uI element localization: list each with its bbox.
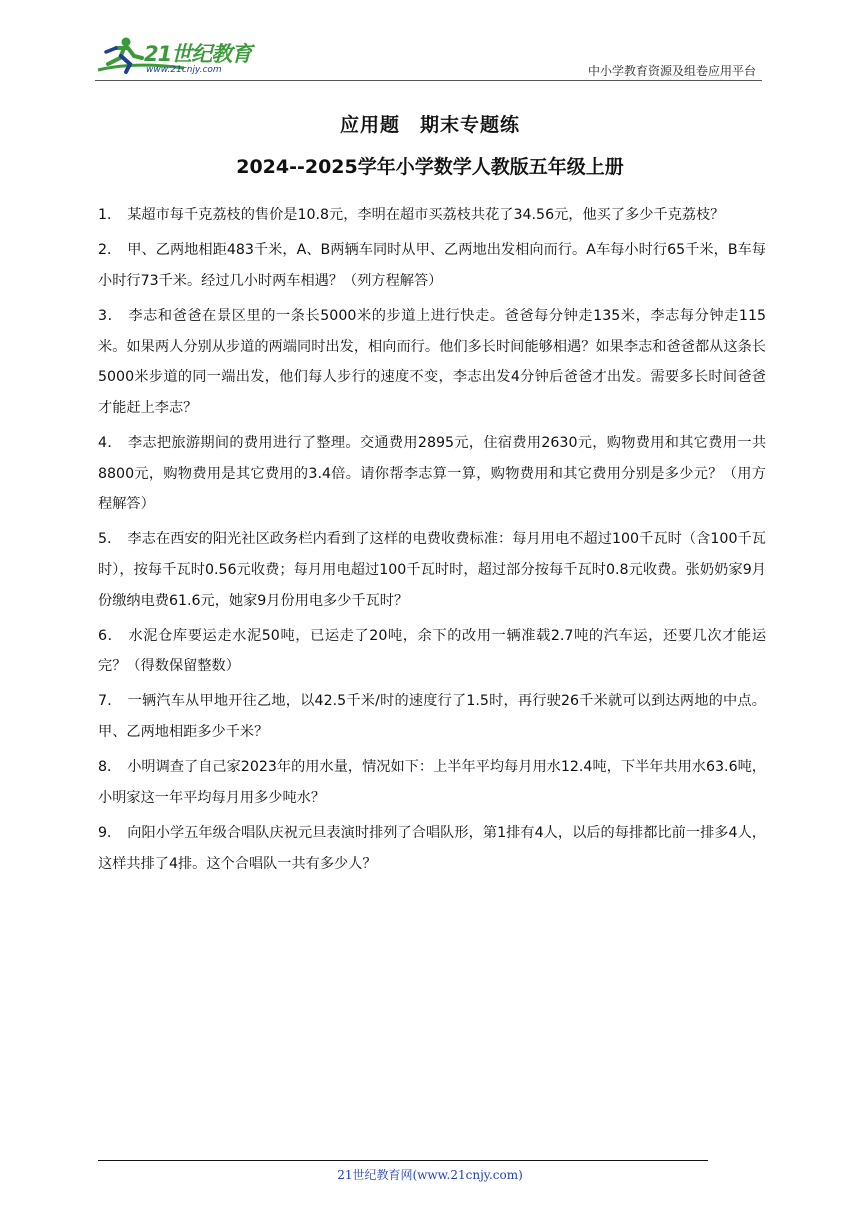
question-5 xyxy=(98,524,766,616)
question-text: 甲、乙两地相距483千米，A、B两辆车同时从甲、乙两地出发相向而行。A车每小时行65千米，B车每小时行73千米。经过几小时两车相遇？（列方程解答） xyxy=(98,242,766,289)
question-text: 向阳小学五年级合唱队庆祝元旦表演时排列了合唱队形，第1排有4人，以后的每排都比前一排多4人，这样共排了4排。这个合唱队一共有多少人？ xyxy=(98,825,766,872)
question-number: 3． xyxy=(98,307,123,324)
question-number: 4． xyxy=(98,434,122,451)
question-text: 某超市每千克荔枝的售价是10.8元，李明在超市买荔枝共花了34.56元，他买了多少千克荔枝？ xyxy=(127,207,725,223)
question-number: 5． xyxy=(98,531,122,548)
question-3 xyxy=(98,301,766,423)
question-text: 水泥仓库要运走水泥50吨，已运走了20吨，余下的改用一辆准载2.7吨的汽车运，还要几次才能运完？（得数保留整数） xyxy=(98,627,767,675)
question-list xyxy=(98,200,766,884)
question-text: 李志在西安的阳光社区政务栏内看到了这样的电费收费标准：每月用电不超过100千瓦时（含100千瓦时），按每千瓦时0.56元收费；每月用电超过100千瓦时时，超过部分按每千瓦时0.8元收费。张奶奶家9月份缴纳电费61.6元，她家9月份用电多少千瓦时？ xyxy=(98,531,766,609)
question-number: 9． xyxy=(98,825,122,842)
question-number: 2． xyxy=(98,242,122,259)
logo-url: www.21cnjy.com xyxy=(146,65,222,75)
question-number: 8． xyxy=(98,759,122,776)
question-1 xyxy=(98,200,766,231)
question-2 xyxy=(98,235,766,296)
question-number: 1． xyxy=(98,207,122,223)
question-7 xyxy=(98,686,766,747)
question-6 xyxy=(98,621,766,682)
document-title: 应用题 期末专题练 xyxy=(339,114,520,136)
platform-name: 中小学教育资源及组卷应用平台 xyxy=(587,64,756,78)
question-number: 6． xyxy=(98,627,123,644)
question-text: 李志和爸爸在景区里的一条长5000米的步道上进行快走。爸爸每分钟走135米，李志每分钟走115米。如果两人分别从步道的两端同时出发，相向而行。他们多长时间能够相遇？如果李志和爸爸都从这条长5000米步道的同一端出发，他们每人步行的速度不变，李志出发4分钟后爸爸才出发。需要多长时间爸爸才能赶上李志？ xyxy=(98,307,766,416)
document-subtitle: 2024--2025学年小学数学人教版五年级上册 xyxy=(236,156,624,178)
question-text: 一辆汽车从甲地开往乙地，以42.5千米/时的速度行了1.5时，再行驶26千米就可以到达两地的中点。甲、乙两地相距多少千米？ xyxy=(98,693,766,741)
footer-link[interactable]: 21世纪教育网(www.21cnjy.com) xyxy=(337,1168,523,1182)
site-logo xyxy=(94,34,264,80)
logo-text: 21世纪教育 xyxy=(144,42,252,66)
question-text: 小明调查了自己家2023年的用水量，情况如下：上半年平均每月用水12.4吨，下半年共用水63.6吨，小明家这一年平均每月用多少吨水？ xyxy=(98,759,766,806)
question-9 xyxy=(98,818,766,879)
footer-divider xyxy=(98,1160,708,1161)
question-number: 7． xyxy=(98,693,122,710)
header-divider xyxy=(95,80,762,81)
question-8 xyxy=(98,752,766,813)
question-4 xyxy=(98,428,766,520)
question-text: 李志把旅游期间的费用进行了整理。交通费用2895元，住宿费用2630元，购物费用和其它费用一共8800元，购物费用是其它费用的3.4倍。请你帮李志算一算，购物费用和其它费用分别是多少元？（用方程解答） xyxy=(98,434,767,513)
